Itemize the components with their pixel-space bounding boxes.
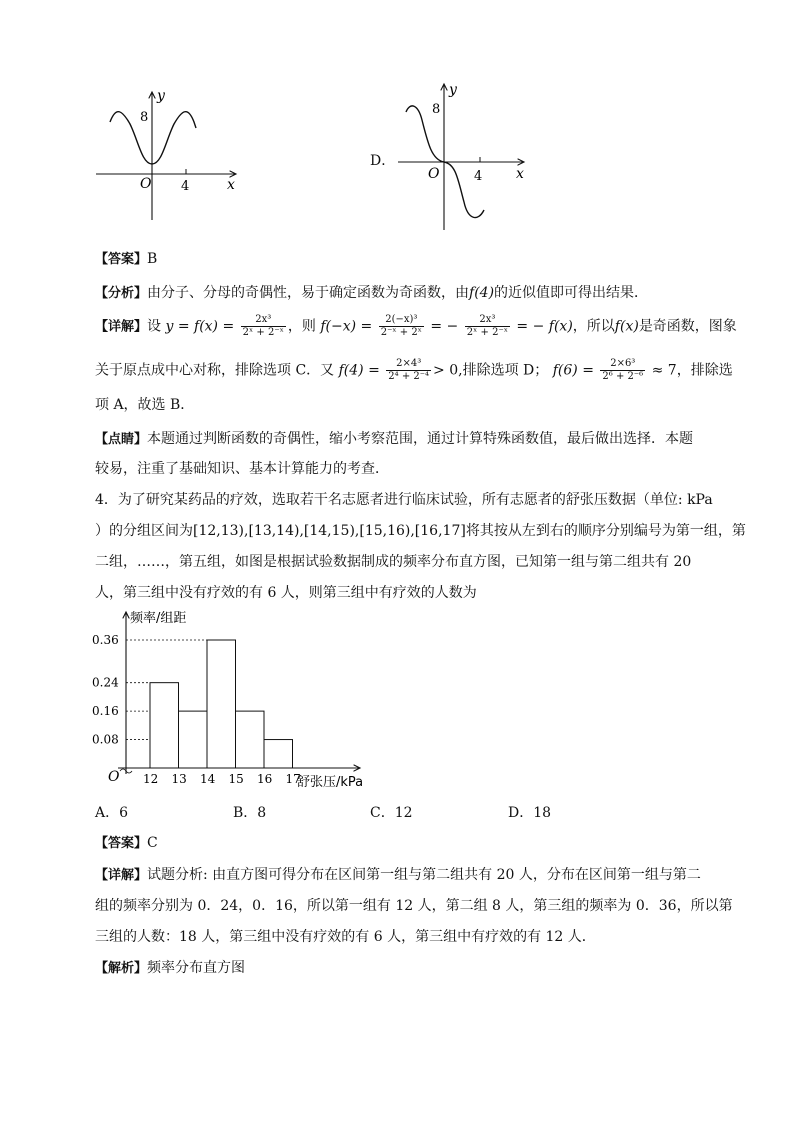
denominator: 2⁻ˣ + 2ˣ: [380, 327, 422, 338]
option-d-label: D．: [370, 153, 396, 169]
x-tick-label: 17: [285, 772, 301, 786]
y-tick-label: 0.08: [92, 732, 119, 747]
detail-text: 试题分析: 由直方图可得分布在区间第一组与第二组共有 20 人，分布在区间第一组与第二: [147, 867, 701, 883]
q4-stem-1: 4．为了研究某药品的疗效，选取若干名志愿者进行临床试验，所有志愿者的舒张压数据（单位: kPa: [95, 492, 713, 508]
q4-detail-3: 三组的人数：18 人，第三组中没有疗效的有 6 人，第三组中有疗效的有 12 人．: [95, 929, 596, 945]
bar-15-16: [236, 711, 265, 768]
formula: f(4) =: [338, 362, 380, 379]
fraction: [386, 358, 431, 383]
y-tick-label: 0.36: [92, 633, 119, 647]
formula: > 0,: [433, 362, 463, 379]
analysis-formula: f(4): [469, 285, 495, 301]
x-tick-label: 15: [228, 772, 244, 786]
q4-stem-2: ）的分组区间为[12,13),[13,14),[14,15),[15,16),[16,17]将其按从左到右的顺序分别编号为第一组，第: [95, 523, 746, 539]
answer-tag: 【答案】: [95, 836, 148, 851]
numerator: 2(−x)³: [379, 314, 424, 327]
parse-tag: 【解析】: [95, 961, 148, 976]
y-label: y: [449, 82, 457, 98]
bar-12-13: [150, 683, 179, 768]
detail-tag: 【详解】: [95, 868, 148, 883]
q3-answer: [95, 250, 715, 269]
q3-point-line-1: [95, 430, 715, 449]
numerator: 2x³: [241, 314, 286, 327]
y-tick-label: 0.16: [92, 704, 119, 719]
numerator: 2×6³: [600, 358, 645, 371]
origin-label: O: [140, 176, 152, 192]
option-b: B．8: [233, 805, 267, 821]
parse-text: 频率分布直方图: [147, 960, 246, 976]
denominator: 2ˣ + 2⁻ˣ: [242, 327, 284, 338]
q3-detail-line-2: [95, 358, 733, 383]
point-tag: 【点睛】: [95, 432, 148, 447]
x-tick-labels: [143, 772, 301, 786]
bar-14-15: [207, 640, 236, 768]
x-tick-label: 13: [171, 772, 187, 786]
bars: [150, 640, 293, 768]
formula: f(x): [614, 318, 639, 335]
analysis-tag: 【分析】: [95, 286, 148, 301]
q4-answer: [95, 834, 715, 853]
detail-text: 关于原点成中心对称，排除选项 C．又: [95, 362, 335, 379]
detail-text: 设: [147, 318, 162, 335]
y-tick-label: 8: [432, 102, 441, 117]
x-axis-label: 舒张压/kPa: [297, 775, 364, 790]
answer-value: C: [147, 835, 158, 851]
q4-stem-4: 人，第三组中没有疗效的有 6 人，则第三组中有疗效的人数为: [95, 585, 477, 601]
answer-value: B: [147, 251, 158, 267]
fraction: [379, 314, 424, 339]
q3-analysis: [95, 284, 715, 303]
formula: y = f(x) =: [165, 318, 235, 335]
point-text: 本题通过判断函数的奇偶性，缩小考察范围，通过计算特殊函数值，最后做出选择．本题: [147, 431, 694, 447]
option-c: C．12: [370, 805, 413, 821]
y-axis-label: 频率/组距: [130, 611, 187, 626]
y-tick-label: 0.24: [92, 675, 119, 690]
graph-option-c: [90, 88, 250, 228]
detail-text: 是奇函数，图象: [638, 318, 737, 335]
x-tick-label: 4: [474, 169, 483, 184]
q3-point-line-2: [95, 460, 715, 478]
denominator: 2⁴ + 2⁻⁴: [388, 371, 430, 382]
option-a: A．6: [95, 805, 129, 821]
origin-label: O: [108, 769, 120, 785]
analysis-text-end: 的近似值即可得出结果．: [494, 285, 649, 301]
q3-detail-line-3: [95, 396, 715, 414]
curve: [110, 112, 196, 164]
detail-text: 排除选项 D；: [462, 362, 549, 379]
y-tick-labels: [92, 633, 119, 747]
detail-tag: 【详解】: [95, 319, 148, 335]
denominator: 2⁶ + 2⁻⁶: [602, 371, 644, 382]
x-tick-label: 4: [181, 179, 190, 194]
detail-text: ，则: [287, 318, 316, 335]
graph-option-d: [392, 80, 532, 236]
analysis-text: 由分子、分母的奇偶性，易于确定函数为奇函数，由: [147, 285, 470, 301]
point-text: 较易，注重了基础知识、基本计算能力的考查．: [95, 461, 389, 477]
bar-13-14: [179, 711, 208, 768]
x-label: x: [516, 166, 524, 182]
x-tick-label: 16: [257, 772, 273, 786]
numerator: 2×4³: [386, 358, 431, 371]
x-tick-label: 12: [143, 772, 159, 786]
fraction: [465, 314, 510, 339]
q4-parse: [95, 959, 715, 978]
q4-detail-2: 组的频率分别为 0．24，0．16，所以第一组有 12 人，第二组 8 人，第三组的频率为 0．36，所以第: [95, 898, 733, 914]
numerator: 2x³: [465, 314, 510, 327]
origin-label: O: [428, 166, 440, 182]
q3-detail-line-1: [95, 314, 737, 339]
bar-16-17: [264, 740, 293, 768]
x-label: x: [227, 177, 235, 193]
q4-detail-1: [95, 866, 715, 885]
histogram-chart: [88, 606, 368, 796]
formula: f(−x) =: [320, 318, 373, 335]
formula: = −: [430, 318, 459, 335]
answer-tag: 【答案】: [95, 252, 148, 267]
fraction: [600, 358, 645, 383]
x-tick-label: 14: [200, 772, 216, 786]
formula: ≈ 7: [651, 362, 677, 379]
denominator: 2ˣ + 2⁻ˣ: [466, 327, 508, 338]
detail-text: ，排除选: [676, 362, 733, 379]
option-d: D．18: [508, 805, 552, 821]
fraction: [241, 314, 286, 339]
detail-text: 项 A，故选 B．: [95, 397, 195, 413]
y-label: y: [157, 88, 165, 104]
detail-text: ，所以: [572, 318, 615, 335]
y-tick-label: 8: [140, 110, 149, 125]
formula: = − f(x): [516, 318, 573, 335]
q4-stem-3: 二组，……，第五组，如图是根据试验数据制成的频率分布直方图，已知第一组与第二组共有 20: [95, 554, 692, 570]
formula: f(6) =: [552, 362, 594, 379]
